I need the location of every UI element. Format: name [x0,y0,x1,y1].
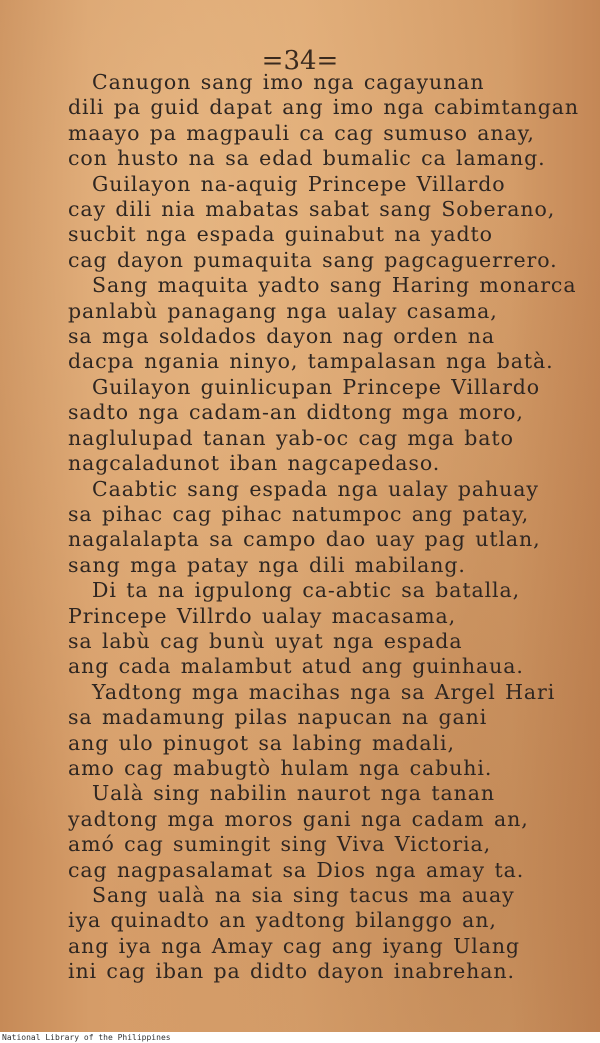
stanza [68,70,579,172]
stanza [68,273,577,375]
stanza [68,375,568,477]
stanza [68,172,568,274]
verse-line: dacpa ngania ninyo, tampalasan nga batà. [68,349,554,374]
verse-line: Guilayon na-aquig Princepe Villardo [92,171,506,196]
verse-line: sang mga patay nga dili mabilang. [68,552,466,577]
verse-line: Canugon sang imo nga cagayunan [92,70,485,94]
verse-line: cag nagpasalamat sa Dios nga amay ta. [68,857,525,882]
verse-line: amo cag mabugtò hulam nga cabuhi. [68,755,493,780]
verse-line: Sang maquita yadto sang Haring monarca [92,273,577,298]
verse-line: cag dayon pumaquita sang pagcaguerrero. [68,247,558,272]
page-number: =34= [261,46,339,76]
verse-line: naglulupad tanan yab-oc cag mga bato [68,425,514,450]
verse-line: nagalalapta sa campo dao uay pag utlan, [68,527,541,552]
verse-line: maayo pa magpauli ca cag sumuso anay, [68,120,535,145]
verse-line: Guilayon guinlicupan Princepe Villardo [92,374,541,399]
stanza [68,477,568,579]
verse-line: Sang ualà na sia sing tacus ma auay [92,883,515,907]
verse-line: sa mga soldados dayon nag orden na [68,324,496,349]
verse-line: iya quinadto an yadtong bilanggo an, [68,908,497,933]
verse-line: con husto na sa edad bumalic ca lamang. [68,146,546,171]
verse-line: Princepe Villrdo ualay macasama, [68,603,457,628]
verse-line: ang iya nga Amay cag ang iyang Ulang [68,933,520,958]
stanza [68,781,568,883]
verse-line: Caabtic sang espada nga ualay pahuay [92,476,539,501]
verse-line: sa pihac cag pihac natumpoc ang patay, [68,501,530,526]
verse-line: sa madamung pilas napucan na gani [68,705,488,730]
verse-line: amó cag sumingit sing Viva Victoria, [68,832,492,857]
stanza [68,578,568,680]
verse-line: ini cag iban pa didto dayon inabrehan. [68,959,515,984]
verse-line: yadtong mga moros gani nga cadam an, [68,806,529,831]
verse-line: sa labù cag bunù uyat nga espada [68,628,463,653]
poem-body [68,70,579,985]
verse-line: ang ulo pinugot sa labing madali, [68,730,455,755]
stanza [68,680,568,782]
verse-line: sadto nga cadam-an didtong mga moro, [68,400,524,425]
verse-line: sucbit nga espada guinabut na yadto [68,222,493,247]
verse-line: dili pa guid dapat ang imo nga cabimtangan [68,95,579,120]
verse-line: panlabù panagang nga ualay casama, [68,298,498,323]
library-watermark: National Library of the Philippines [2,1033,171,1042]
stanza [68,883,568,985]
verse-line: Ualà sing nabilin naurot nga tanan [92,781,495,806]
verse-line: Yadtong mga macihas nga sa Argel Hari [92,679,556,704]
verse-line: cay dili nia mabatas sabat sang Soberano, [68,197,556,222]
verse-line: Di ta na igpulong ca-abtic sa batalla, [92,578,521,603]
verse-line: ang cada malambut atud ang guinhaua. [68,654,524,679]
verse-line: nagcaladunot iban nagcapedaso. [68,451,441,476]
